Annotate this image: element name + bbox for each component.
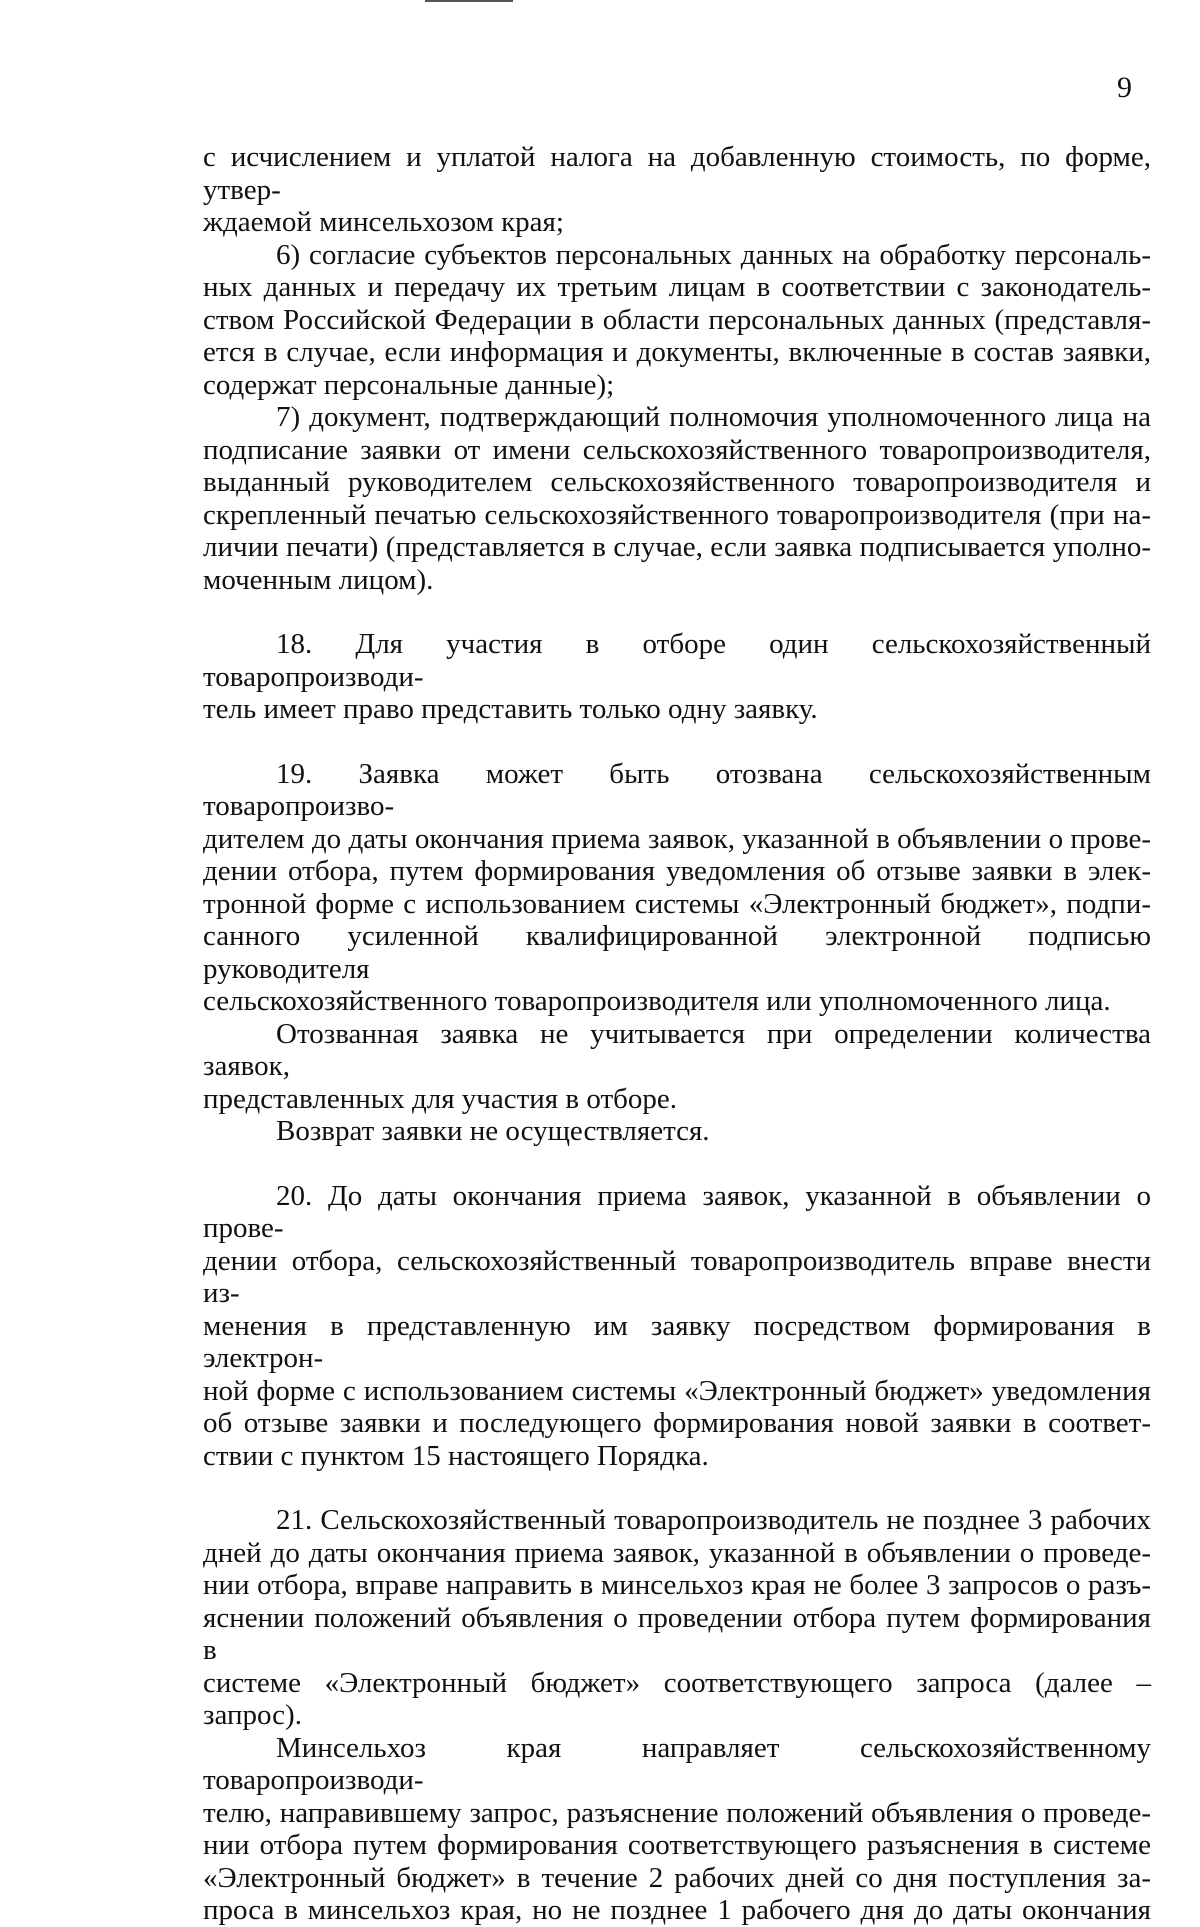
text-line: сельскохозяйственного товаропроизводителя или уполномоченного лица. [203, 985, 1111, 1017]
section-19-line: 19. Заявка может быть отозвана сельскохозяйственным товаропроизво- [203, 757, 1151, 822]
text-line: ных данных и передачу их третьим лицам в соответствии с законодатель- [203, 271, 1151, 303]
text-line: с исчислением и уплатой налога на добавленную стоимость, по форме, утвер- [203, 141, 1151, 206]
text-line: об отзыве заявки и последующего формирования новой заявки в соответ- [203, 1407, 1151, 1439]
text-line: моченным лицом). [203, 563, 434, 596]
text-line: скрепленный печатью сельскохозяйственного товаропроизводителя (при на- [203, 498, 1151, 531]
scan-top-mark [425, 0, 513, 2]
text-line: санного усиленной квалифицированной электронной подписью руководителя [203, 920, 1151, 985]
text-line: яснении положений объявления о проведении отбора путем формирования в [203, 1601, 1151, 1666]
text-line: ется в случае, если информация и документы, включенные в состав заявки, [203, 336, 1151, 368]
text-line: «Электронный бюджет» в течение 2 рабочих дней со дня поступления за- [203, 1861, 1151, 1894]
text-line: дении отбора, путем формирования уведомления об отзыве заявки в элек- [203, 855, 1151, 887]
page-number: 9 [1117, 71, 1132, 104]
text-line: дении отбора, сельскохозяйственный товаропроизводитель вправе внести из- [203, 1244, 1151, 1309]
text-line: ждаемой минсельхозом края; [203, 206, 564, 238]
text-line: представленных для участия в отборе. [203, 1082, 677, 1115]
text-line: дней до даты окончания приема заявок, указанной в объявлении о проведе- [203, 1536, 1151, 1569]
text-line: подписание заявки от имени сельскохозяйственного товаропроизводителя, [203, 433, 1151, 466]
text-line: тель имеет право представить только одну заявку. [203, 693, 818, 725]
section-18-line: 18. Для участия в отборе один сельскохозяйственный товаропроизводи- [203, 628, 1151, 693]
text-line: Возврат заявки не осуществляется. [276, 1115, 710, 1147]
text-line: содержат персональные данные); [203, 368, 615, 401]
text-line: дителем до даты окончания приема заявок, указанной в объявлении о прове- [203, 822, 1151, 855]
text-line: менения в представленную им заявку посредством формирования в электрон- [203, 1309, 1151, 1374]
section-21-line: 21. Сельскохозяйственный товаропроизводитель не позднее 3 рабочих [276, 1504, 1151, 1536]
text-line: нии отбора, вправе направить в минсельхоз края не более 3 запросов о разъ- [203, 1569, 1151, 1601]
text-line: ной форме с использованием системы «Электронный бюджет» уведомления [203, 1374, 1151, 1407]
section-20-line: 20. До даты окончания приема заявок, указанной в объявлении о прове- [203, 1179, 1151, 1244]
text-line: системе «Электронный бюджет» соответствующего запроса (далее – запрос). [203, 1666, 1151, 1731]
text-line: Отозванная заявка не учитывается при определении количества заявок, [203, 1017, 1151, 1082]
text-line: выданный руководителем сельскохозяйственного товаропроизводителя и [203, 466, 1151, 498]
text-line: ством Российской Федерации в области персональных данных (представля- [203, 303, 1151, 336]
text-line: тронной форме с использованием системы «Электронный бюджет», подпи- [203, 887, 1151, 920]
text-line: личии печати) (представляется в случае, если заявка подписывается уполно- [203, 531, 1151, 563]
text-line: Минсельхоз края направляет сельскохозяйственному товаропроизводи- [203, 1731, 1151, 1796]
document-body [203, 141, 1151, 1927]
text-line: 6) согласие субъектов персональных данных на обработку персональ- [276, 238, 1151, 271]
text-line: ствии с пунктом 15 настоящего Порядка. [203, 1439, 709, 1472]
text-line: 7) документ, подтверждающий полномочия уполномоченного лица на [276, 401, 1151, 433]
text-line: телю, направившему запрос, разъяснение положений объявления о проведе- [203, 1796, 1151, 1829]
text-line: нии отбора путем формирования соответствующего разъяснения в системе [203, 1829, 1151, 1861]
text-line: проса в минсельхоз края, но не позднее 1 рабочего дня до даты окончания [203, 1894, 1151, 1926]
